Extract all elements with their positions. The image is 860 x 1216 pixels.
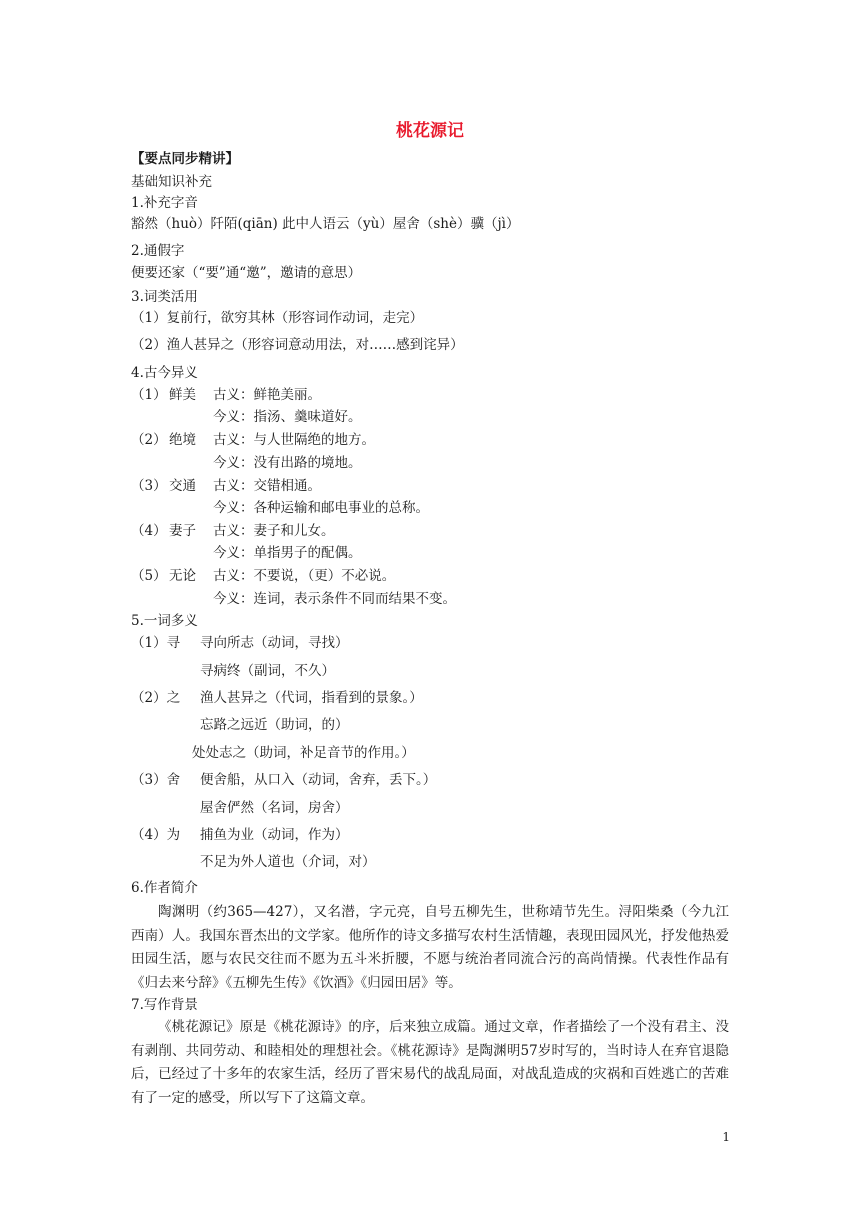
yici-group-label: （1）寻 xyxy=(131,635,181,651)
gujin-ancient: 古义：与人世隔绝的地方。 xyxy=(213,432,375,448)
author-paragraph: 陶渊明（约365—427），又名潜，字元亮，自号五柳先生，世称靖节先生。浔阳柴桑（今九江西南）人。我国东晋杰出的文学家。他所作的诗文多描写农村生活情趣，表现田园风光，抒发他热爱田园生活，愿与农民交往而不愿为五斗米折腰，不愿与统治者同流合污的高尚情操。代表性作品有《归去来兮辞》《五柳先生传》《饮酒》《归园田居》等。 xyxy=(131,904,729,991)
yici-heading: 5.一词多义 xyxy=(131,613,198,629)
gujin-heading: 4.古今异义 xyxy=(131,365,198,381)
cilei-item: （1）复前行，欲穷其林（形容词作动词，走完） xyxy=(131,310,424,326)
pronunciation-heading: 1.补充字音 xyxy=(131,195,198,211)
yici-example: 寻向所志（动词，寻找） xyxy=(200,635,349,651)
gujin-word: 鲜美 xyxy=(169,387,196,403)
yici-example: 忘路之远近（助词，的） xyxy=(200,717,349,733)
yici-example: 屋舍俨然（名词，房舍） xyxy=(200,800,349,816)
cilei-item: （2）渔人甚异之（形容词意动用法，对……感到诧异） xyxy=(131,337,464,353)
gujin-item xyxy=(131,567,395,585)
gujin-ancient: 古义：不要说，（更）不必说。 xyxy=(213,568,396,584)
gujin-num: （4） xyxy=(131,523,167,539)
gujin-modern: 今义：各种运输和邮电事业的总称。 xyxy=(213,500,429,516)
yici-example: 便舍船，从口入（动词，舍弃，丢下。） xyxy=(200,772,437,788)
yici-example: 不足为外人道也（介词，对） xyxy=(200,854,376,870)
gujin-num: （2） xyxy=(131,432,167,448)
gujin-ancient: 古义：交错相通。 xyxy=(213,478,321,494)
background-heading: 7.写作背景 xyxy=(131,997,198,1013)
yici-example: 渔人甚异之（代词，指看到的景象。） xyxy=(200,690,423,706)
gujin-ancient: 古义：妻子和儿女。 xyxy=(213,523,335,539)
gujin-num: （1） xyxy=(131,387,167,403)
yici-example: 寻病终（副词，不久） xyxy=(200,663,335,679)
yici-group-label: （2）之 xyxy=(131,690,181,706)
gujin-num: （5） xyxy=(131,568,167,584)
gujin-word: 交通 xyxy=(169,478,196,494)
document-title: 桃花源记 xyxy=(396,121,464,141)
gujin-word: 绝境 xyxy=(169,432,196,448)
gujin-item xyxy=(131,386,321,404)
gujin-modern: 今义：指汤、羹味道好。 xyxy=(213,409,362,425)
author-heading: 6.作者简介 xyxy=(131,880,198,896)
gujin-item xyxy=(131,477,321,495)
gujin-word: 妻子 xyxy=(169,523,196,539)
pronunciation-line: 豁然（huò）阡陌(qiān) 此中人语云（yù）屋舍（shè）骥（jì） xyxy=(131,216,520,232)
yici-group-label: （3）舍 xyxy=(131,772,181,788)
gujin-item xyxy=(131,431,375,449)
gujin-word: 无论 xyxy=(169,568,196,584)
gujin-modern: 今义：没有出路的境地。 xyxy=(213,455,362,471)
tongjia-line: 便要还家（“要”通“邀”，邀请的意思） xyxy=(131,265,362,281)
section-header: 【要点同步精讲】 xyxy=(131,151,239,167)
background-paragraph: 《桃花源记》原是《桃花源诗》的序，后来独立成篇。通过文章，作者描绘了一个没有君主、没有剥削、共同劳动、和睦相处的理想社会。《桃花源诗》是陶渊明57岁时写的，当时诗人在弃官退隐后，已经过了十多年的农家生活，经历了晋宋易代的战乱局面，对战乱造成的灾祸和百姓逃亡的苦难有了一定的感受，所以写下了这篇文章。 xyxy=(131,1019,729,1106)
subheader: 基础知识补充 xyxy=(131,174,212,190)
gujin-item xyxy=(131,522,335,540)
gujin-modern: 今义：单指男子的配偶。 xyxy=(213,545,362,561)
gujin-modern: 今义：连词，表示条件不同而结果不变。 xyxy=(213,591,456,607)
gujin-num: （3） xyxy=(131,478,167,494)
tongjia-heading: 2.通假字 xyxy=(131,243,185,259)
yici-example: 捕鱼为业（动词，作为） xyxy=(200,827,349,843)
yici-example: 处处志之（助词，补足音节的作用。） xyxy=(192,745,415,761)
yici-group-label: （4）为 xyxy=(131,827,181,843)
gujin-ancient: 古义：鲜艳美丽。 xyxy=(213,387,321,403)
page-number: 1 xyxy=(722,1130,730,1144)
cilei-heading: 3.词类活用 xyxy=(131,289,198,305)
